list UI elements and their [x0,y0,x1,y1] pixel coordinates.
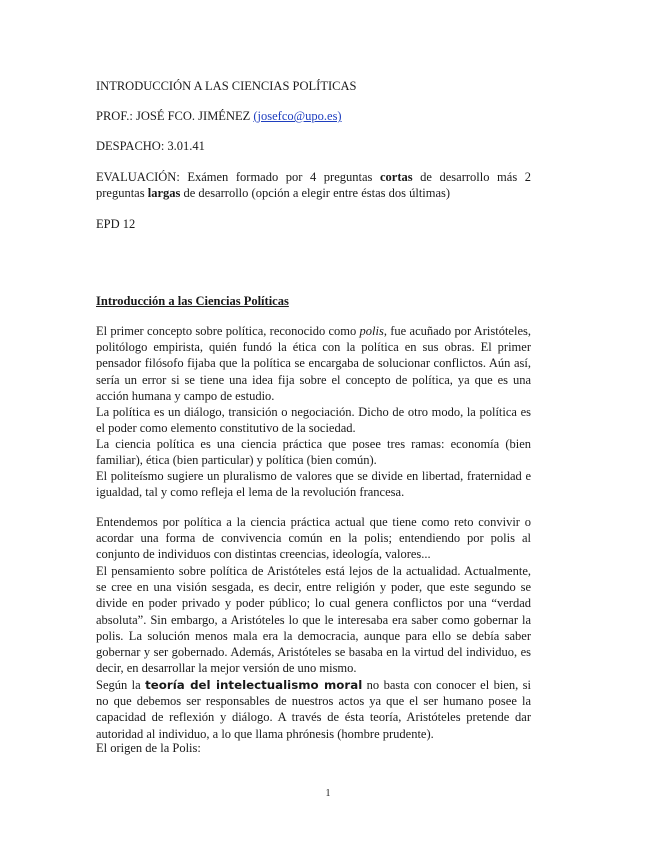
section-heading: Introducción a las Ciencias Políticas [96,294,289,308]
paragraph-3: La ciencia política es una ciencia práctica que posee tres ramas: economía (bien familiar), ética (bien particular) y política (bien común). [96,437,531,468]
evaluation-text-2: de desarrollo más 2 preguntas [96,170,531,201]
p1-italic: polis [359,324,384,338]
paragraph-4: El politeísmo sugiere un pluralismo de valores que se divide en libertad, fraternidad e igualdad, tal y como refleja el lema de la revolución francesa. [96,469,531,500]
evaluation-paragraph [96,169,531,201]
p7-bold-term: teoría del intelectualismo moral [145,678,363,692]
professor-line [96,108,342,124]
evaluation-text: EVALUACIÓN: Exámen formado por 4 preguntas [96,170,380,184]
page-number: 1 [325,788,331,799]
professor-email-link[interactable]: (josefco@upo.es) [253,109,342,123]
paragraph-1 [96,323,531,404]
evaluation-text-3: de desarrollo (opción a elegir entre éstas dos últimas) [180,186,451,201]
p1-text: El primer concepto sobre política, reconocido como [96,324,360,338]
p7-text-2: no basta con conocer el bien, si no que debemos ser responsables de nuestros actos ya que el ser humano posee la capacidad de reflexión y diálogo. A través de ésta teoría, Aristóteles pretende dar autoridad al individuo, a lo que llama phrónesis (hombre prudente). [96,678,531,741]
paragraph-5: Entendemos por política a la ciencia práctica actual que tiene como reto convivir o acordar una forma de convivencia común en la polis; entendiendo por polis al conjunto de individuos con distintas creencias, ideología, valores... [96,515,531,562]
epd-line: EPD 12 [96,217,136,231]
course-title: INTRODUCCIÓN A LAS CIENCIAS POLÍTICAS [96,79,357,93]
office-line: DESPACHO: 3.01.41 [96,139,205,153]
professor-label: PROF.: JOSÉ FCO. JIMÉNEZ [96,109,254,123]
paragraph-8: El origen de la Polis: [96,741,201,755]
p1-text-2: , fue acuñado por Aristóteles, politólogo empirista, quién fundó la ética con la política en sus obras. El primer pensador filósofo fijaba que la política se encargaba de solucionar conflictos. Aún así, sería un error si se tiene una idea fija sobre el concepto de política, ya que es una acción humana y campo de estudio. [96,324,531,403]
evaluation-short-bold: cortas [379,170,413,184]
paragraph-7 [96,677,531,742]
evaluation-long-bold: largas [147,186,181,201]
p7-text: Según la [96,678,146,692]
paragraph-2: La política es un diálogo, transición o negociación. Dicho de otro modo, la política es el poder como elemento constitutivo de la sociedad. [96,405,531,436]
paragraph-6: El pensamiento sobre política de Aristóteles está lejos de la actualidad. Actualmente, se cree en una visión sesgada, es decir, entre religión y poder, que este segundo se divide en poder privado y poder público; lo cual genera conflictos por una “verdad absoluta”. Sin embargo, a Aristóteles lo que le interesaba era saber como gobernar la polis. La solución menos mala era la democracia, aunque para ello se debía saber gobernar y ser gobernado. Además, Aristóteles se basaba en la virtud del individuo, es decir, en desarrollar la mejor versión de uno mismo. [96,564,531,676]
